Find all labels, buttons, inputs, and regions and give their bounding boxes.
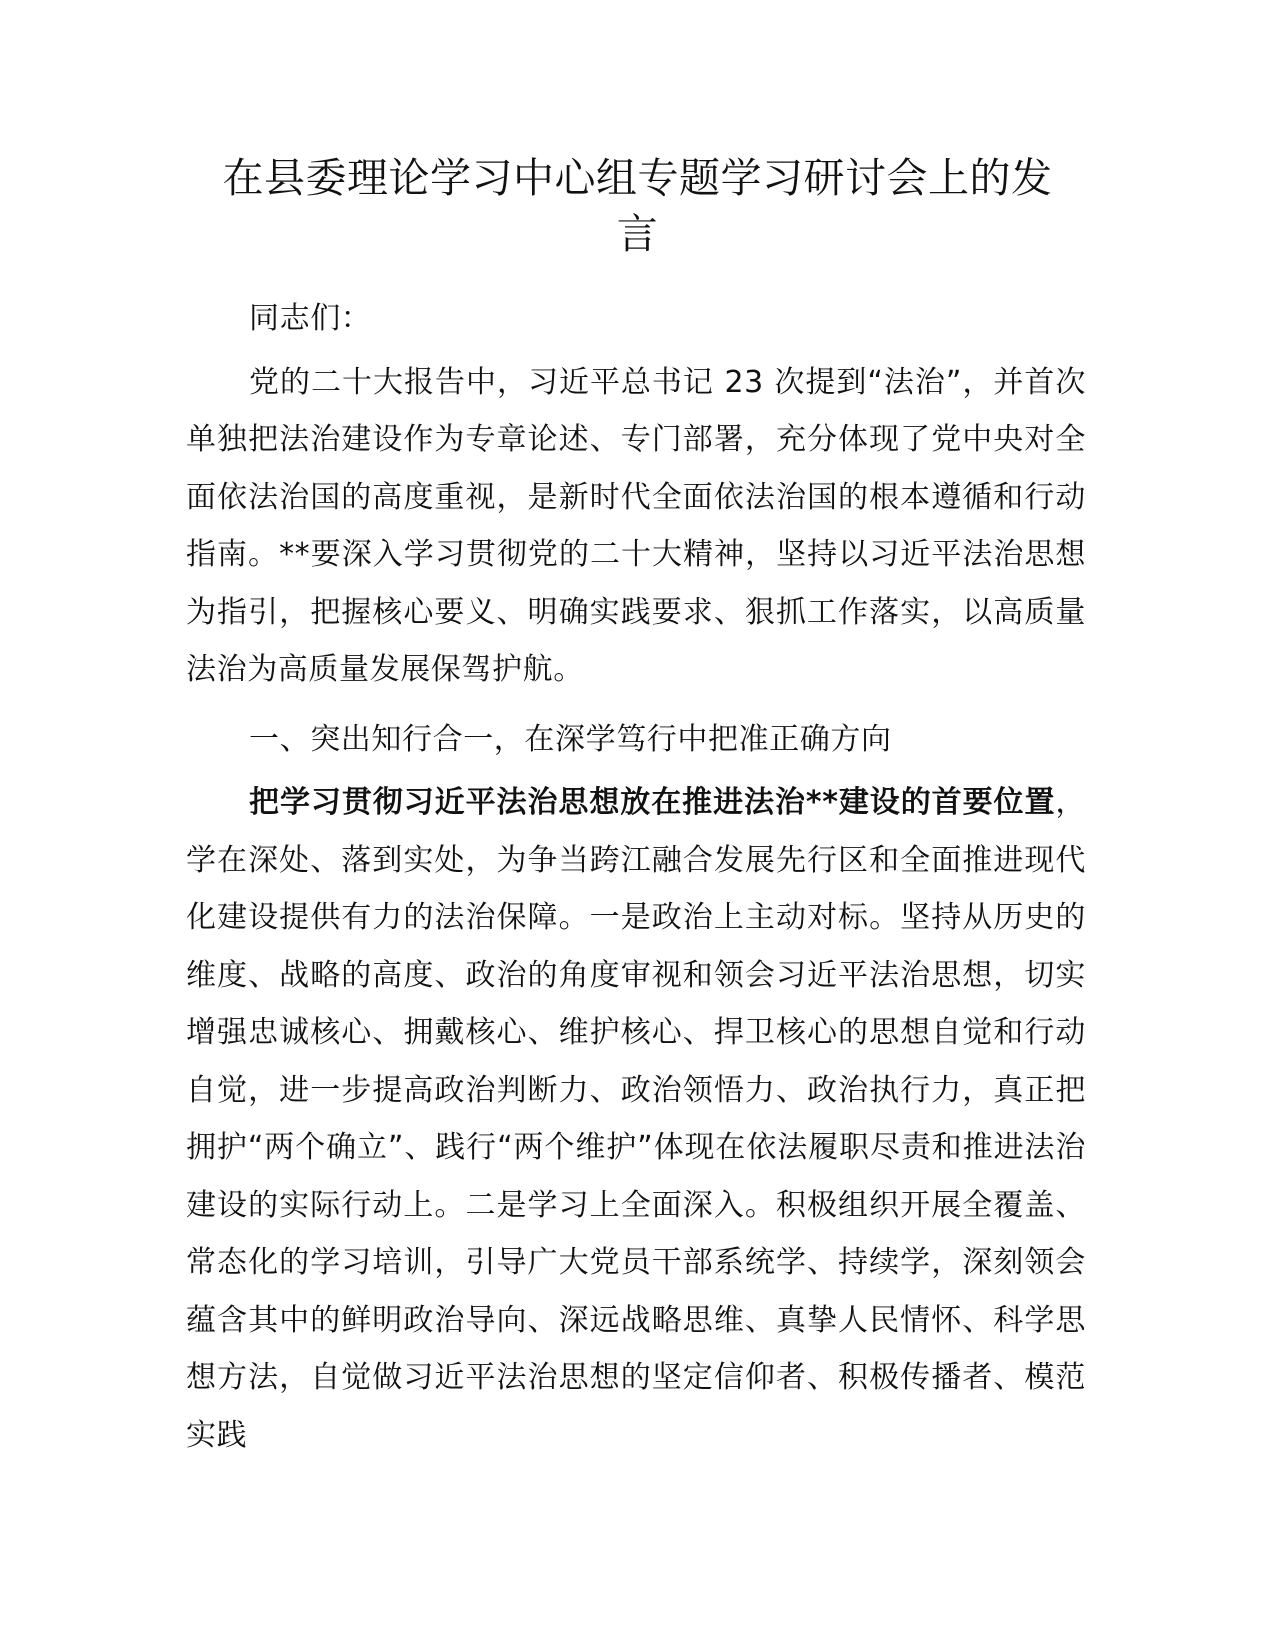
document-title: 在县委理论学习中心组专题学习研讨会上的发 言 xyxy=(222,154,1053,258)
document-body xyxy=(186,290,1086,1476)
section-heading-1: 一、突出知行合一，在深学笃行中把准正确方向 xyxy=(249,721,892,757)
paragraph-section-1-rest: ，学在深处、落到实处，为争当跨江融合发展先行区和全面推进现代化建设提供有力的法治保障。一是政治上主动对标。坚持从历史的维度、战略的高度、政治的角度审视和领会习近平法治思想，切实增强忠诚核心、拥戴核心、维护核心、捍卫核心的思想自觉和行动自觉，进一步提高政治判断力、政治领悟力、政治执行力，真正把拥护“两个确立”、践行“两个维护”体现在依法履职尽责和推进法治建设的实际行动上。二是学习上全面深入。积极组织开展全覆盖、常态化的学习培训，引导广大党员干部系统学、持续学，深刻领会蕴含其中的鲜明政治导向、深远战略思维、真挚人民情怀、科学思想方法，自觉做习近平法治思想的坚定信仰者、积极传播者、模范实践 xyxy=(186,785,1086,1453)
salutation: 同志们： xyxy=(249,301,372,336)
paragraph-section-1-lead: 把学习贯彻习近平法治思想放在推进法治**建设的首要位置 xyxy=(249,785,1056,820)
paragraph-section-1 xyxy=(186,774,1086,1464)
paragraph-intro: 党的二十大报告中，习近平总书记 23 次提到“法治”，并首次单独把法治建设作为专章论述、专门部署，充分体现了党中央对全面依法治国的高度重视，是新时代全面依法治国的根本遵循和行动指南。**要深入学习贯彻党的二十大精神，坚持以习近平法治思想为指引，把握核心要义、明确实践要求、狠抓工作落实，以高质量法治为高质量发展保驾护航。 xyxy=(186,364,1086,687)
